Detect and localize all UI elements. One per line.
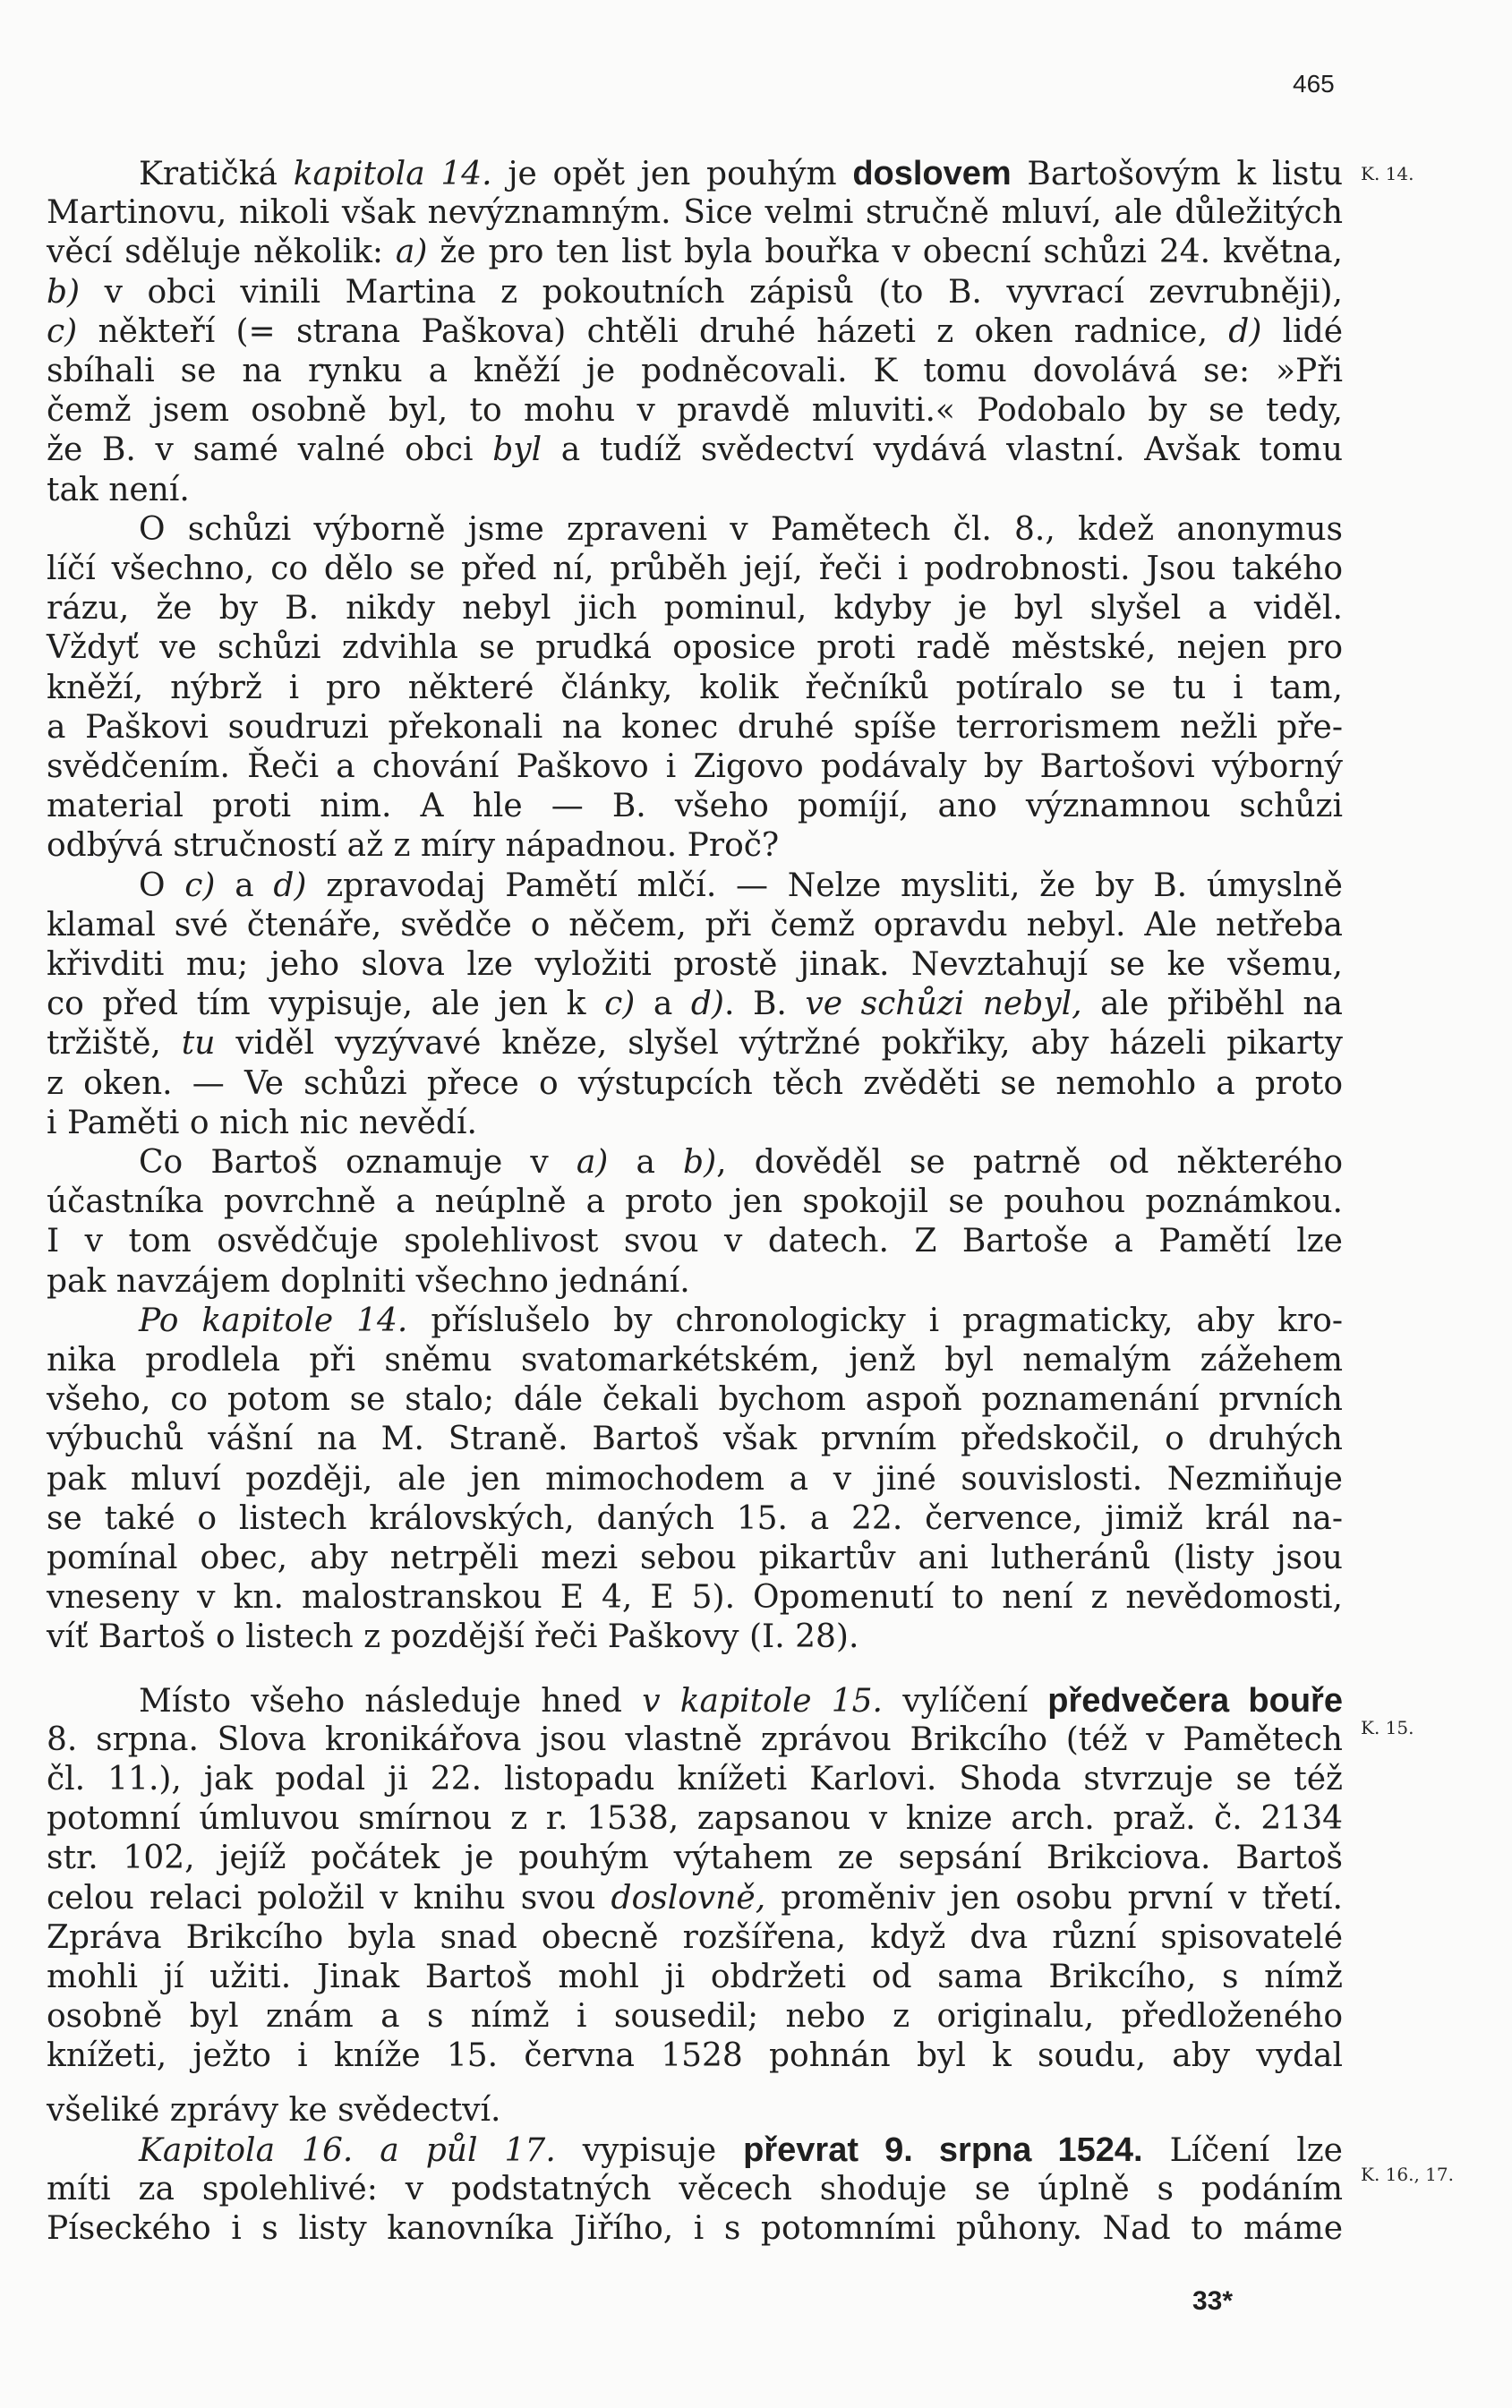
text-run: Líčení lze: [1142, 2131, 1343, 2169]
text-line: [47, 985, 1343, 1024]
text-run: a Paškovi soudruzi překonali na konec druhé spíše terrorismem nežli pře-: [47, 708, 1343, 746]
text-line: [47, 1760, 1343, 1799]
text-run: knížeti, ježto i kníže 15. června 1528 pohnán byl k soudu, aby vydal: [47, 2037, 1343, 2075]
text-line: [47, 787, 1343, 826]
text-run: Zpráva Brikcího byla snad obecně rozšířena, když dva různí spisovatelé: [47, 1918, 1343, 1956]
text-line: [139, 1143, 1343, 1183]
italic-phrase: Kapitola 16. a půl 17.: [139, 2131, 556, 2169]
text-line: [47, 1341, 1343, 1380]
text-run: je opět jen pouhým: [491, 156, 853, 192]
text-line: [47, 1721, 1343, 1760]
text-run: výbuchů vášní na M. Straně. Bartoš však prvním předskočil, o druhých: [47, 1421, 1343, 1458]
text-run: že B. v samé valné obci: [47, 431, 493, 469]
italic-phrase: kapitola 14.: [293, 156, 492, 192]
text-line: [139, 2130, 1343, 2170]
text-line: [47, 273, 1343, 312]
bold-phrase: převrat 9. srpna 1524.: [743, 2130, 1143, 2169]
text-run: že pro ten list byla bouřka v obecní schůzi 24. května,: [427, 234, 1344, 271]
text-run: účastníka povrchně a neúplně a proto jen spokojil se pouhou poznámkou.: [47, 1183, 1343, 1221]
text-line: [139, 510, 1343, 550]
text-line: [47, 1839, 1343, 1878]
text-line: [139, 867, 1343, 906]
text-line: [47, 2091, 1343, 2130]
italic-phrase: ve schůzi nebyl,: [805, 986, 1082, 1023]
text-line: [47, 1380, 1343, 1420]
text-run: Martinovu, nikoli však nevýznamným. Sice velmi stručně mluví, ale důležitých: [47, 194, 1343, 232]
text-line: [47, 906, 1343, 945]
bold-phrase: předvečera bouře: [1047, 1681, 1343, 1720]
text-line: [47, 550, 1343, 589]
text-line: [47, 1997, 1343, 2037]
text-line: [47, 1499, 1343, 1539]
text-run: tak není.: [47, 471, 190, 508]
text-run: proměniv jen osobu první v třetí.: [765, 1879, 1343, 1917]
italic-phrase: byl: [492, 431, 542, 469]
text-line: [47, 1958, 1343, 1997]
text-run: všeliké zprávy ke svědectví.: [47, 2091, 501, 2129]
text-run: vylíčení: [883, 1682, 1048, 1720]
text-line: [139, 1302, 1343, 1341]
text-line: [47, 193, 1343, 233]
text-run: vypisuje: [555, 2131, 744, 2169]
text-run: material proti nim. A hle — B. všeho pomíjí, ano významnou schůzi: [47, 788, 1343, 825]
text-run: někteří (= strana Paškova) chtěli druhé házeti z oken radnice,: [77, 312, 1229, 350]
text-line: [47, 1104, 1343, 1143]
text-line: [47, 1918, 1343, 1958]
text-line: [47, 391, 1343, 431]
text-line: [47, 1460, 1343, 1499]
text-line: [47, 2037, 1343, 2076]
text-line: [47, 431, 1343, 470]
italic-phrase: b): [683, 1144, 717, 1181]
text-run: mohli jí užiti. Jinak Bartoš mohl ji obdržeti od sama Brikcího, s nímž: [47, 1959, 1343, 1995]
margin-note-chapter-16-17: K. 16., 17.: [1361, 2164, 1454, 2185]
text-run: a: [215, 867, 274, 904]
italic-phrase: c): [604, 986, 636, 1023]
text-run: čemž jsem osobně byl, to mohu v pravdě mluviti.« Podobalo by se tedy,: [47, 392, 1343, 430]
text-line: [47, 669, 1343, 708]
margin-note-chapter-15: K. 15.: [1361, 1717, 1414, 1738]
text-run: vneseny v kn. malostranskou E 4, E 5). Opomenutí to není z nevědomosti,: [47, 1579, 1343, 1617]
text-run: viděl vyzývavé kněze, slyšel výtržné pokřiky, aby házeli pikarty: [215, 1025, 1343, 1063]
text-run: příslušelo by chronologicky i pragmaticky, aby kro-: [407, 1302, 1343, 1339]
text-line: [47, 589, 1343, 628]
text-run: pak navzájem doplniti všechno jednání.: [47, 1262, 690, 1300]
text-run: pak mluví později, ale jen mimochodem a v jiné souvislosti. Nezmiňuje: [47, 1460, 1343, 1498]
text-run: líčí všechno, co dělo se před ní, průběh její, řeči i podrobnosti. Jsou takého: [47, 551, 1343, 587]
text-run: celou relaci položil v knihu svou: [47, 1879, 611, 1917]
text-run: klamal své čtenáře, svědče o něčem, při čemž opravdu nebyl. Ale netřeba: [47, 906, 1343, 944]
text-line: [139, 1681, 1343, 1721]
italic-phrase: d): [690, 986, 724, 1023]
text-run: pomínal obec, aby netrpěli mezi sebou pikartův ani lutheránů (listy jsou: [47, 1540, 1343, 1576]
text-run: 8. srpna. Slova kronikářova jsou vlastně zprávou Brikcího (též v Pamětech: [47, 1721, 1343, 1758]
text-line: [47, 2170, 1343, 2209]
text-run: v obci vinili Martina z pokoutních zápisů (to B. vyvrací zevrubněji),: [80, 273, 1343, 311]
text-run: , dověděl se patrně od některého: [716, 1144, 1343, 1181]
text-run: Vždyť ve schůzi zdvihla se prudká oposice proti radě městské, nejen pro: [47, 629, 1343, 667]
text-run: a tudíž svědectví vydává vlastní. Avšak tomu: [542, 431, 1343, 469]
text-line: [47, 352, 1343, 391]
page-number: 465: [1293, 70, 1335, 98]
text-run: i Paměti o nich nic nevědí.: [47, 1104, 477, 1141]
text-line: [47, 628, 1343, 668]
italic-phrase: tu: [181, 1025, 216, 1063]
text-line: [47, 1222, 1343, 1261]
italic-phrase: a): [576, 1144, 609, 1181]
text-run: O schůzi výborně jsme zpraveni v Pamětech čl. 8., kdež anonymus: [139, 510, 1343, 548]
text-line: [47, 471, 1343, 510]
text-run: kněží, nýbrž i pro některé články, kolik řečníků potíralo se tu i tam,: [47, 669, 1343, 706]
text-run: Bartošovým k listu: [1011, 156, 1344, 192]
text-run: Co Bartoš oznamuje v: [139, 1144, 577, 1181]
italic-phrase: b): [47, 273, 81, 311]
italic-phrase: doslovně,: [611, 1879, 766, 1917]
italic-phrase: c): [47, 312, 78, 350]
text-run: Píseckého i s listy kanovníka Jiřího, i s potomními půhony. Nad to máme: [47, 2210, 1343, 2248]
text-run: Kratičká: [139, 156, 294, 192]
italic-phrase: a): [395, 234, 428, 271]
italic-phrase: d): [273, 867, 307, 904]
margin-note-chapter-14: K. 14.: [1361, 163, 1414, 184]
text-run: O: [139, 867, 185, 904]
text-run: křivditi mu; jeho slova lze vyložiti prostě jinak. Nevztahují se ke všemu,: [47, 946, 1343, 983]
text-run: věcí sděluje několik:: [47, 234, 396, 271]
text-line: [47, 2209, 1343, 2249]
text-line: [47, 708, 1343, 747]
text-line: [47, 1024, 1343, 1063]
text-run: čl. 11.), jak podal ji 22. listopadu knížeti Karlovi. Shoda stvrzuje se též: [47, 1761, 1343, 1797]
text-line: [47, 1799, 1343, 1839]
text-run: zpravodaj Pamětí mlčí. — Nelze mysliti, že by B. úmyslně: [306, 867, 1343, 904]
text-run: ale přiběhl na: [1081, 986, 1343, 1023]
text-run: všeho, co potom se stalo; dále čekali bychom aspoň poznamenání prvních: [47, 1381, 1343, 1419]
text-line: [47, 747, 1343, 787]
italic-phrase: v kapitole 15.: [642, 1682, 883, 1720]
text-run: Místo všeho následuje hned: [139, 1682, 643, 1720]
text-run: rázu, že by B. nikdy nebyl jich pominul, kdyby je byl slyšel a viděl.: [47, 590, 1343, 628]
text-line: [47, 1262, 1343, 1302]
text-run: a: [635, 986, 691, 1023]
text-run: nika prodlela při sněmu svatomarkétském, jenž byl nemalým zážehem: [47, 1342, 1343, 1379]
text-line: [47, 1618, 1343, 1657]
italic-phrase: Po kapitole 14.: [139, 1302, 408, 1339]
text-run: . B.: [723, 986, 806, 1023]
text-line: [47, 1420, 1343, 1459]
text-line: [47, 1578, 1343, 1618]
text-run: z oken. — Ve schůzi přece o výstupcích těch zvěděti se nemohlo a proto: [47, 1064, 1343, 1102]
text-run: potomní úmluvou smírnou z r. 1538, zapsanou v knize arch. praž. č. 2134: [47, 1800, 1343, 1838]
text-run: co před tím vypisuje, ale jen k: [47, 986, 605, 1023]
text-line: [47, 945, 1343, 985]
text-run: se také o listech královských, daných 15. a 22. července, jimiž král na-: [47, 1499, 1343, 1537]
text-run: a: [608, 1144, 684, 1181]
text-line: [47, 1539, 1343, 1578]
text-run: str. 102, jejíž počátek je pouhým výtahem ze sepsání Brikciova. Bartoš: [47, 1840, 1343, 1877]
text-run: I v tom osvědčuje spolehlivost svou v datech. Z Bartoše a Pamětí lze: [47, 1223, 1343, 1260]
text-run: lidé: [1261, 312, 1343, 350]
text-run: víť Bartoš o listech z pozdější řeči Paškovy (I. 28).: [47, 1618, 859, 1656]
text-line: [47, 312, 1343, 352]
text-line: [47, 1879, 1343, 1918]
text-run: svědčením. Řeči a chování Paškovo i Zigovo podávaly by Bartošovi výborný: [47, 748, 1343, 785]
text-run: míti za spolehlivé: v podstatných věcech shoduje se úplně s podáním: [47, 2171, 1343, 2207]
text-line: [47, 233, 1343, 272]
bold-phrase: doslovem: [852, 155, 1012, 192]
text-line: [47, 1064, 1343, 1104]
text-run: osobně byl znám a s nímž i sousedil; nebo z originalu, předloženého: [47, 1998, 1343, 2036]
text-run: sbíhali se na rynku a kněží je podněcovali. K tomu dovolává se: »Při: [47, 353, 1343, 389]
text-line: [139, 154, 1343, 193]
italic-phrase: c): [184, 867, 216, 904]
italic-phrase: d): [1228, 312, 1262, 350]
text-line: [47, 826, 1343, 866]
printer-signature: 33*: [1192, 2286, 1234, 2316]
text-line: [47, 1183, 1343, 1222]
text-run: tržiště,: [47, 1025, 182, 1063]
text-run: odbývá stručností až z míry nápadnou. Proč?: [47, 827, 780, 865]
